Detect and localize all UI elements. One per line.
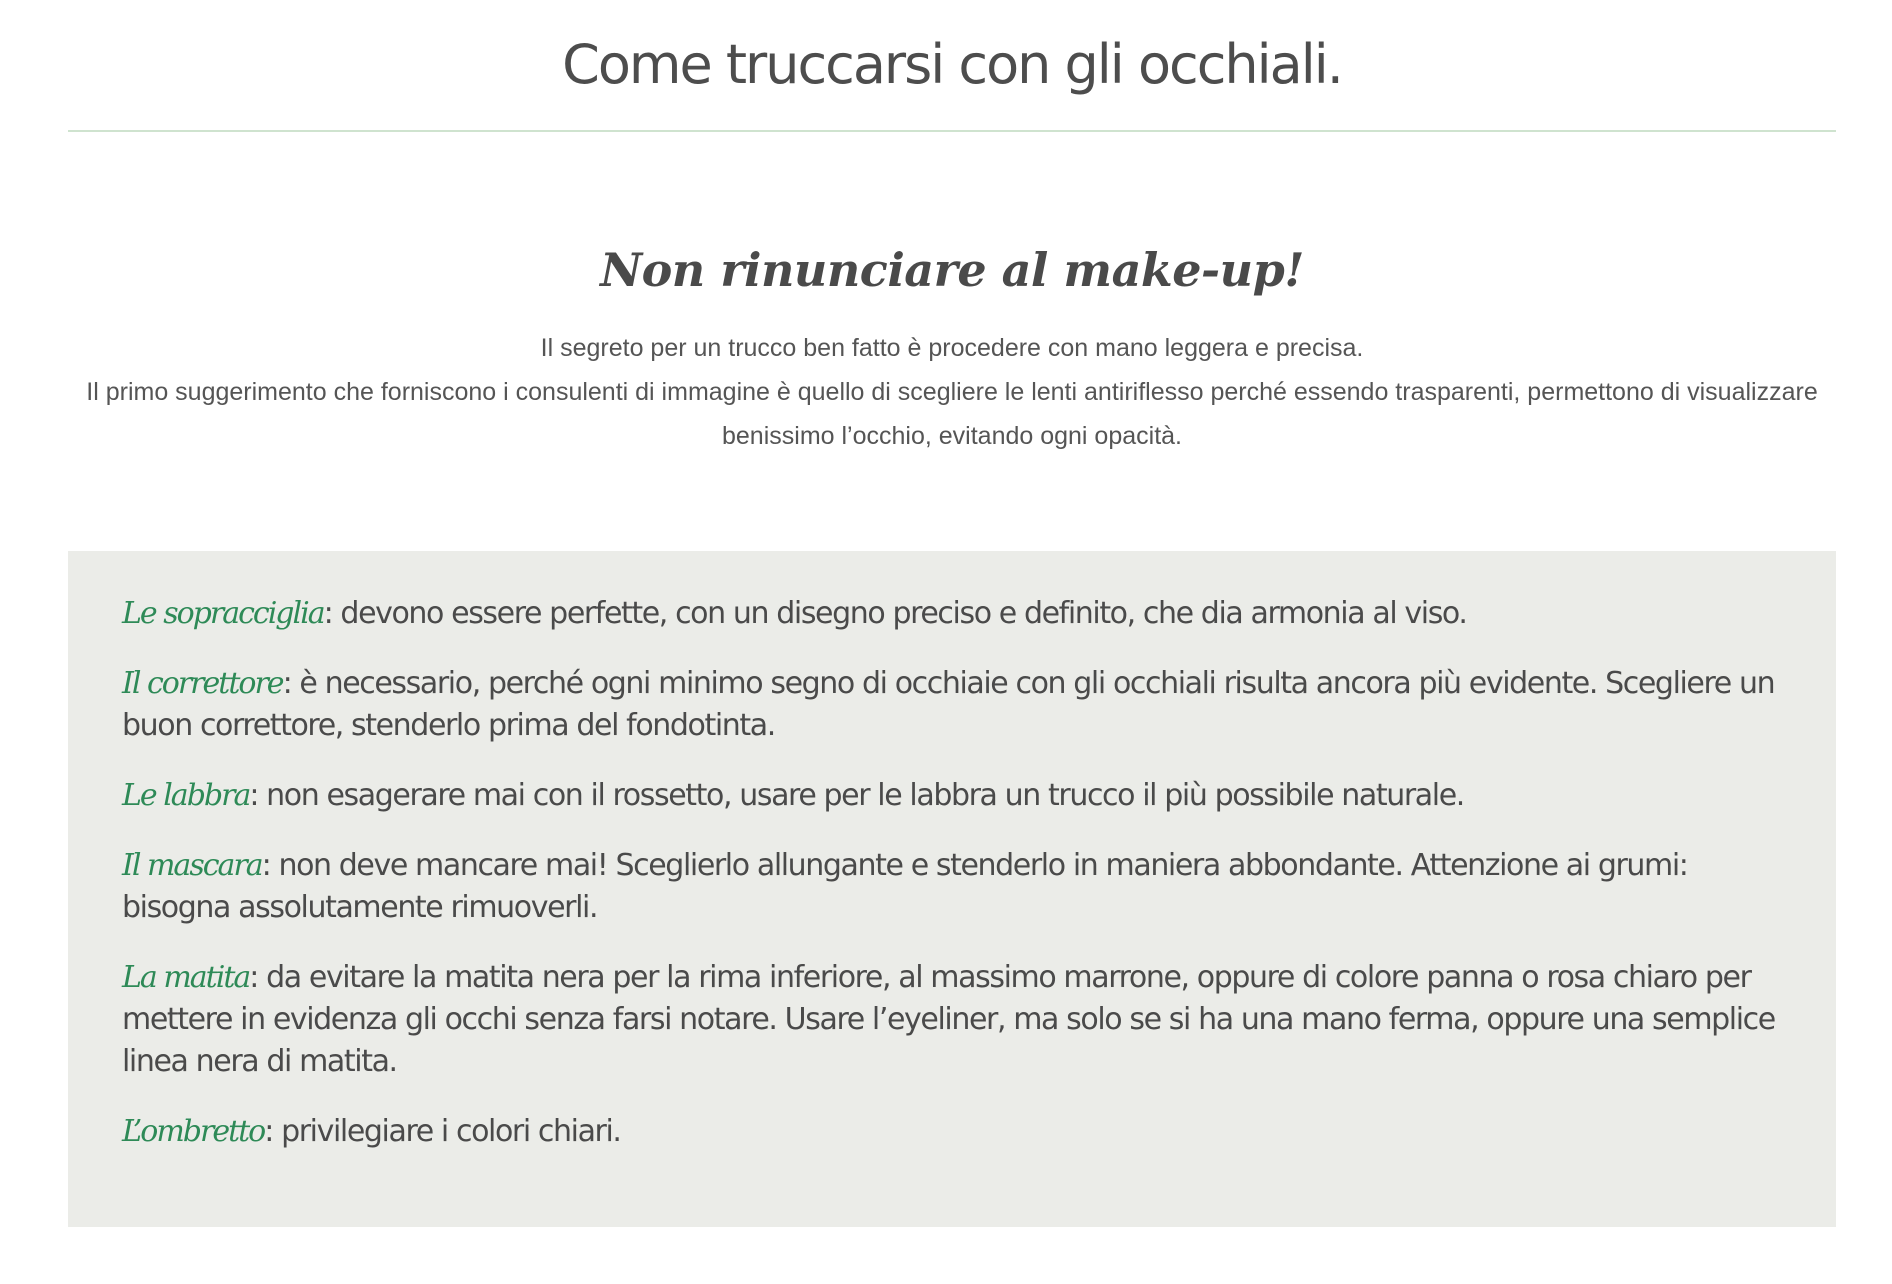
tip-text: : non esagerare mai con il rossetto, usare per le labbra un trucco il più possibile naturale. [249, 778, 1464, 813]
intro-paragraph [68, 326, 1836, 458]
tip-pencil [122, 957, 1782, 1083]
tip-eyebrows [122, 593, 1782, 635]
tip-lips [122, 775, 1782, 817]
tip-term: Il correttore [122, 666, 283, 701]
tip-term: Le labbra [122, 778, 250, 813]
intro-line-2: Il primo suggerimento che forniscono i consulenti di immagine è quello di scegliere le lenti antiriflesso perché essendo trasparenti, permettono di visualizzare benissimo l’occhio, evitando ogni opacità. [86, 378, 1818, 450]
tip-text: : non deve mancare mai! Sceglierlo allungante e stenderlo in maniera abbondante. Attenzione ai grumi: bisogna assolutamente rimuoverli. [122, 848, 1688, 925]
tip-eyeshadow [122, 1111, 1782, 1153]
tip-term: Le sopracciglia [122, 596, 324, 631]
tip-term: Il mascara [122, 848, 262, 883]
tip-text: : da evitare la matita nera per la rima inferiore, al massimo marrone, oppure di colore panna o rosa chiaro per mettere in evidenza gli occhi senza farsi notare. Usare l’eyeliner, ma solo se si ha una mano ferma, oppure una semplice linea nera di matita. [122, 960, 1775, 1079]
tip-mascara [122, 845, 1782, 929]
tip-text: : è necessario, perché ogni minimo segno di occhiaie con gli occhiali risulta ancora più evidente. Scegliere un buon correttore, stenderlo prima del fondotinta. [122, 666, 1775, 743]
page-title: Come truccarsi con gli occhiali. [562, 33, 1342, 96]
tip-concealer [122, 663, 1782, 747]
tip-term: La matita [122, 960, 250, 995]
title-divider [68, 130, 1836, 132]
tip-text: : privilegiare i colori chiari. [264, 1114, 621, 1149]
section-subtitle: Non rinunciare al make-up! [600, 243, 1304, 297]
tips-box [68, 551, 1836, 1227]
page-content [68, 0, 1836, 458]
tip-term: L’ombretto [122, 1114, 265, 1149]
tip-text: : devono essere perfette, con un disegno preciso e definito, che dia armonia al viso. [323, 596, 1467, 631]
intro-line-1: Il segreto per un trucco ben fatto è procedere con mano leggera e precisa. [540, 334, 1364, 362]
